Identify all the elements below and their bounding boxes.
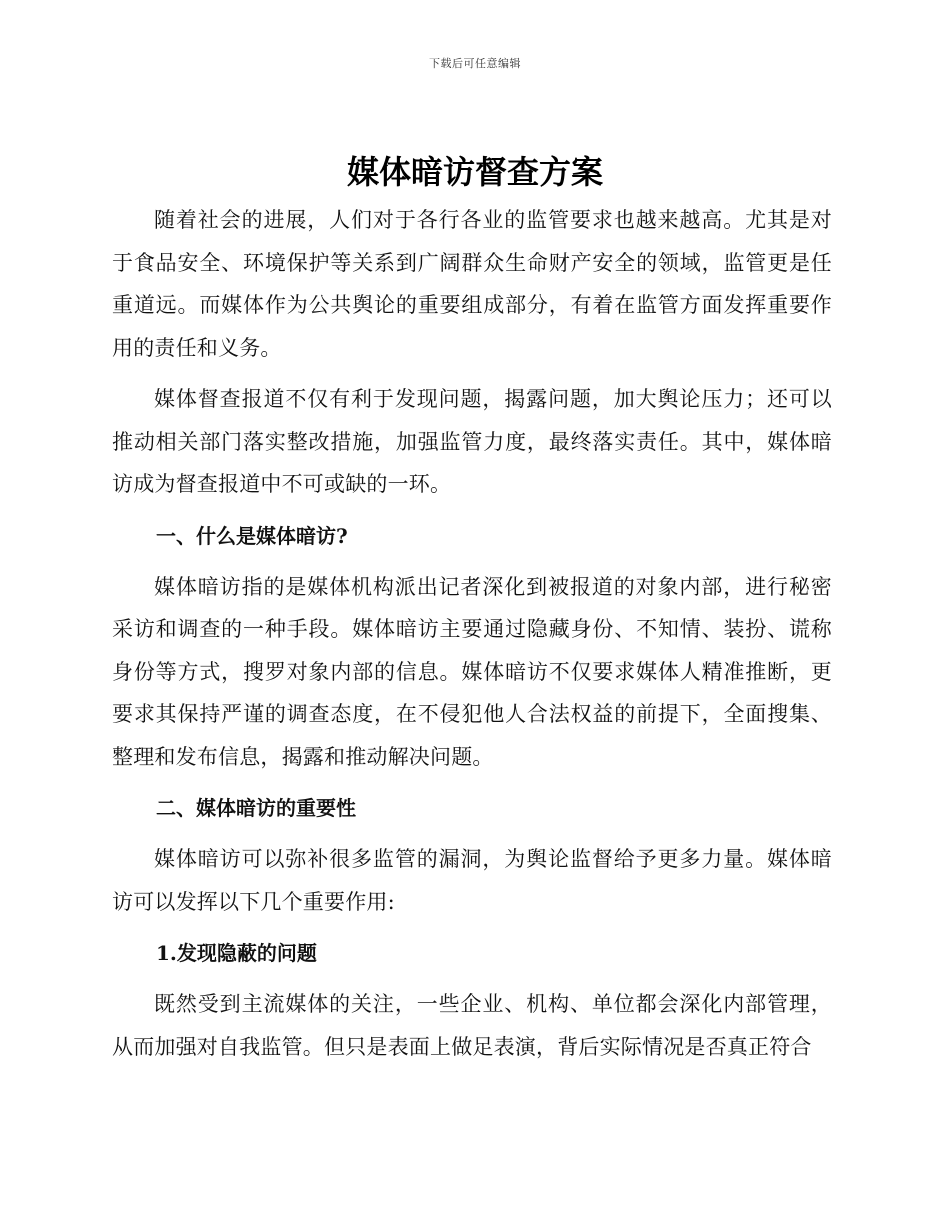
paragraph: 既然受到主流媒体的关注，一些企业、机构、单位都会深化内部管理，从而加强对自我监管。但只是表面上做足表演，背后实际情况是否真正符合 (112, 992, 832, 1059)
document-body (112, 199, 832, 1077)
subsection-heading: 1.发现隐蔽的问题 (156, 941, 317, 965)
paragraph: 随着社会的进展，人们对于各行各业的监管要求也越来越高。尤其是对于食品安全、环境保护等关系到广阔群众生命财产安全的领域，监管更是任重道远。而媒体作为公共舆论的重要组成部分，有着在监管方面发挥重要作用的责任和义务。 (112, 208, 832, 360)
paragraph: 媒体督查报道不仅有利于发现问题，揭露问题，加大舆论压力；还可以推动相关部门落实整改措施，加强监管力度，最终落实责任。其中，媒体暗访成为督查报道中不可或缺的一环。 (112, 387, 832, 496)
paragraph: 媒体暗访可以弥补很多监管的漏洞，为舆论监督给予更多力量。媒体暗访可以发挥以下几个重要作用: (112, 847, 832, 914)
document-title: 媒体暗访督查方案 (346, 153, 603, 191)
header-note: 下载后可任意编辑 (429, 57, 521, 70)
section-heading: 一、什么是媒体暗访? (156, 523, 348, 548)
section-heading: 二、媒体暗访的重要性 (156, 796, 356, 820)
paragraph: 媒体暗访指的是媒体机构派出记者深化到被报道的对象内部，进行秘密采访和调查的一种手段。媒体暗访主要通过隐藏身份、不知情、装扮、谎称身份等方式，搜罗对象内部的信息。媒体暗访不仅要求媒体人精准推断，更要求其保持严谨的调查态度，在不侵犯他人合法权益的前提下，全面搜集、整理和发布信息，揭露和推动解决问题。 (112, 574, 832, 769)
